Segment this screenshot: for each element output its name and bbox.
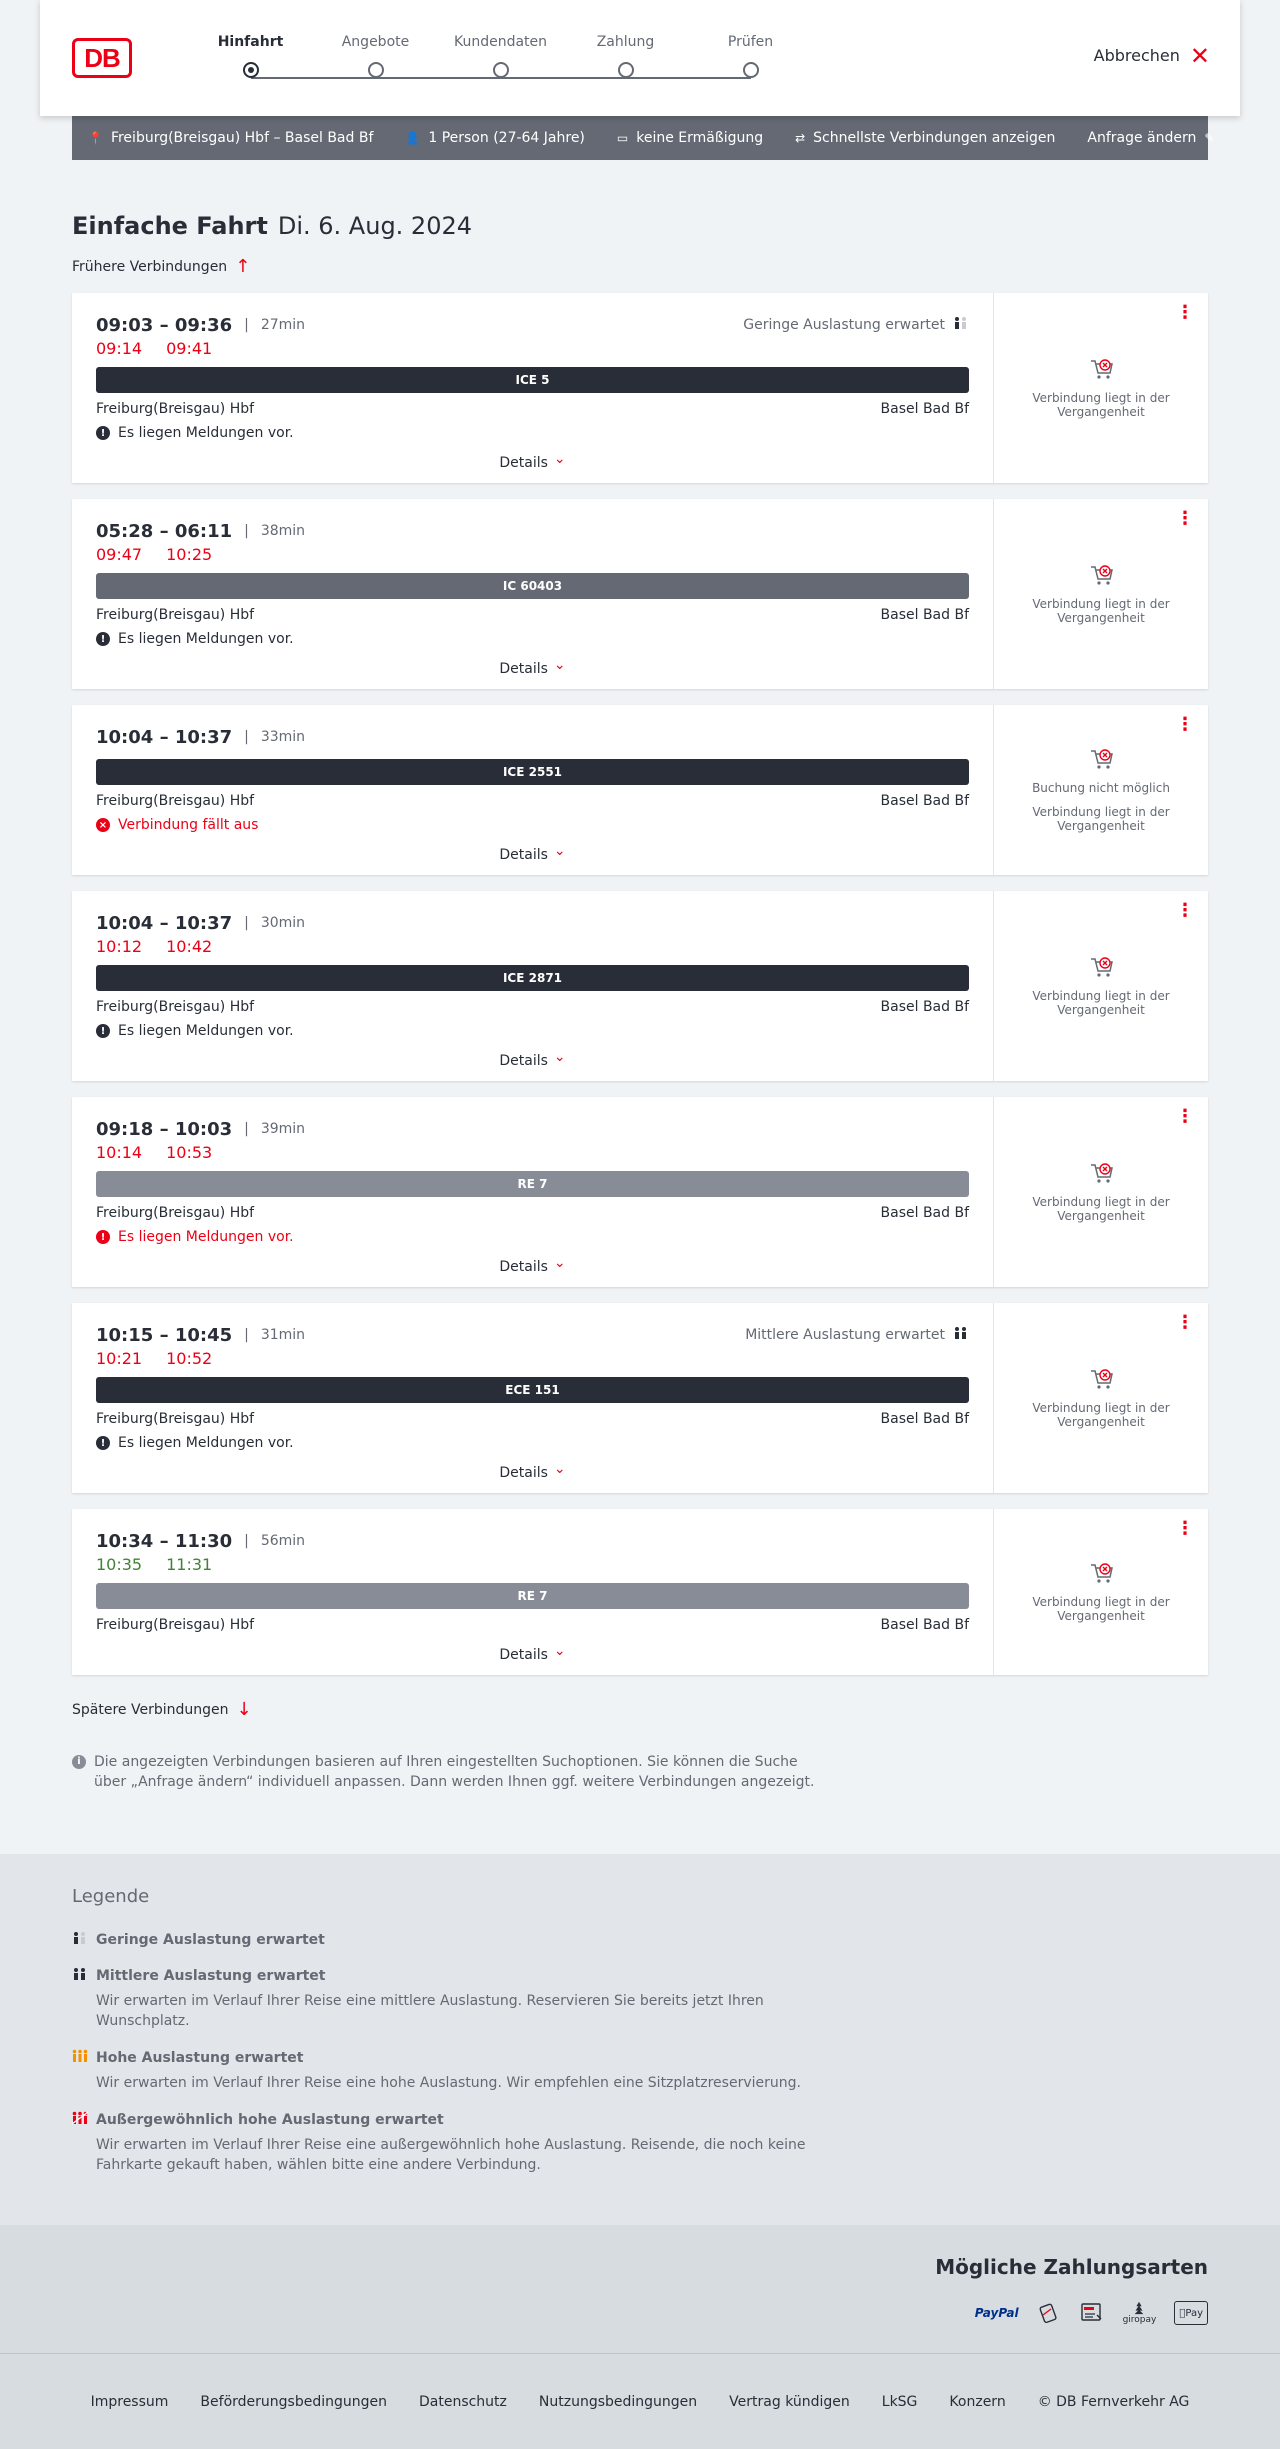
planned-times: 10:34 – 11:30 — [96, 1530, 233, 1552]
paypal-icon: PayPal — [974, 2306, 1019, 2320]
realtime-times — [96, 545, 969, 567]
arrow-down-icon: ↓ — [236, 1699, 252, 1720]
details-toggle[interactable] — [96, 1643, 969, 1663]
giropay-icon — [1123, 2301, 1157, 2325]
legend-section — [0, 1854, 1280, 2225]
footer-link[interactable]: Vertrag kündigen — [729, 2393, 850, 2410]
train-bar[interactable]: ICE 2871 — [96, 965, 969, 991]
past-connection-note: Verbindung liegt in der Vergangenheit — [1032, 1195, 1170, 1223]
past-connection-note: Verbindung liegt in der Vergangenheit — [1032, 989, 1170, 1017]
legend-description: Wir erwarten im Verlauf Ihrer Reise eine außergewöhnlich hohe Auslastung. Reisende, die noch keine Fahrkarte gekauft haben, wählen bitte eine andere Verbindung. — [96, 2137, 806, 2173]
connection-main[interactable] — [72, 499, 994, 689]
destination-station: Basel Bad Bf — [880, 401, 969, 417]
cart-unavailable-icon — [1089, 955, 1113, 979]
discount-label: keine Ermäßigung — [636, 130, 764, 146]
connection-card[interactable] — [72, 1097, 1208, 1287]
connection-main[interactable] — [72, 293, 994, 483]
stations-row — [96, 999, 969, 1015]
step-hinfahrt[interactable] — [188, 34, 313, 50]
earlier-connections-link[interactable] — [72, 256, 1208, 277]
apple-pay-icon — [1174, 2301, 1208, 2325]
trip-date: Di. 6. Aug. 2024 — [277, 212, 473, 240]
duration: 56min — [260, 1533, 306, 1549]
connection-card[interactable] — [72, 293, 1208, 483]
train-bar[interactable]: ECE 151 — [96, 1377, 969, 1403]
alert-icon: ! — [96, 632, 110, 646]
realtime-departure: 10:12 — [96, 937, 143, 956]
realtime-departure: 09:14 — [96, 339, 143, 358]
times-separator: | — [244, 1533, 249, 1549]
booking-panel — [994, 293, 1208, 483]
destination-station: Basel Bad Bf — [880, 607, 969, 623]
arrow-up-icon: ↑ — [235, 256, 251, 277]
connection-times-row — [96, 725, 969, 749]
details-toggle[interactable] — [96, 1255, 969, 1275]
details-label: Details — [499, 455, 548, 471]
travellers-label: 1 Person (27-64 Jahre) — [428, 130, 585, 146]
option-label: Schnellste Verbindungen anzeigen — [813, 130, 1056, 146]
step-dot — [243, 62, 259, 78]
chevron-down-icon: ⌄ — [553, 1643, 566, 1659]
realtime-times — [96, 339, 969, 361]
duration: 27min — [260, 317, 306, 333]
stations-row — [96, 1411, 969, 1427]
legend-item — [72, 2111, 1208, 2175]
occupancy-label: Geringe Auslastung erwartet — [743, 317, 945, 333]
stations-row — [96, 401, 969, 417]
page-title — [72, 212, 1208, 240]
payment-methods — [72, 2301, 1208, 2325]
earlier-label: Frühere Verbindungen — [72, 258, 228, 275]
load-low-icon — [953, 316, 969, 334]
summary-travellers[interactable] — [405, 130, 585, 146]
stations-row — [96, 1205, 969, 1221]
alert-icon: ! — [96, 426, 110, 440]
legend-head — [72, 1931, 1208, 1949]
apple-pay-label: Pay — [1185, 2307, 1203, 2319]
destination-station: Basel Bad Bf — [880, 999, 969, 1015]
train-bar[interactable]: RE 7 — [96, 1171, 969, 1197]
step-dot — [493, 62, 509, 78]
step-label: Angebote — [341, 34, 410, 50]
realtime-departure: 10:14 — [96, 1143, 143, 1162]
booking-panel — [994, 1097, 1208, 1287]
more-options-icon[interactable]: ⋮ — [1176, 1106, 1194, 1127]
times-separator: | — [244, 317, 249, 333]
load-low-icon — [72, 1931, 88, 1949]
connection-list — [72, 293, 1208, 1675]
cancel-icon: × — [96, 818, 110, 832]
load-extreme-icon — [72, 2111, 88, 2129]
more-options-icon[interactable]: ⋮ — [1176, 1312, 1194, 1333]
step-dot — [368, 62, 384, 78]
message-text: Es liegen Meldungen vor. — [118, 1435, 294, 1451]
connection-card[interactable] — [72, 705, 1208, 875]
times-separator: | — [244, 729, 249, 745]
footer-link[interactable]: Konzern — [949, 2393, 1006, 2410]
details-label: Details — [499, 1259, 548, 1275]
legend-label: Hohe Auslastung erwartet — [96, 2050, 304, 2066]
pencil-icon: ✎ — [1204, 131, 1215, 145]
connection-times-row — [96, 1529, 969, 1553]
booking-panel — [994, 499, 1208, 689]
alert-icon: ! — [96, 1024, 110, 1038]
payment-title: Mögliche Zahlungsarten — [935, 2255, 1208, 2279]
legend-description: Wir erwarten im Verlauf Ihrer Reise eine hohe Auslastung. Wir empfehlen eine Sitzplatzreservierung. — [96, 2075, 801, 2091]
connection-times-row — [96, 313, 969, 337]
times-separator: | — [244, 915, 249, 931]
past-connection-note: Verbindung liegt in der Vergangenheit — [1032, 1595, 1170, 1623]
train-bar[interactable]: ICE 2551 — [96, 759, 969, 785]
planned-times: 05:28 – 06:11 — [96, 520, 233, 542]
alert-icon: ! — [96, 1436, 110, 1450]
connection-card[interactable] — [72, 1303, 1208, 1493]
connection-message — [96, 1229, 969, 1245]
train-bar[interactable]: IC 60403 — [96, 573, 969, 599]
edit-request-button[interactable] — [1087, 130, 1214, 146]
booking-panel — [994, 1509, 1208, 1675]
info-text: Die angezeigten Verbindungen basieren auf Ihren eingestellten Suchoptionen. Sie können die Suche über „Anfrage ändern“ individuell anpassen. Dann werden Ihnen ggf. weitere Verbindungen angezeigt. — [94, 1754, 815, 1790]
connection-card[interactable] — [72, 1509, 1208, 1675]
connection-card[interactable] — [72, 891, 1208, 1081]
connection-message — [96, 1435, 969, 1451]
times-separator: | — [244, 1121, 249, 1137]
step-pruefen — [688, 34, 813, 50]
origin-station: Freiburg(Breisgau) Hbf — [96, 999, 255, 1015]
planned-times: 09:18 – 10:03 — [96, 1118, 233, 1140]
info-icon: i — [72, 1755, 86, 1769]
message-text: Es liegen Meldungen vor. — [118, 631, 294, 647]
more-options-icon[interactable]: ⋮ — [1176, 302, 1194, 323]
cart-unavailable-icon — [1089, 1161, 1113, 1185]
planned-times: 10:04 – 10:37 — [96, 912, 233, 934]
chevron-down-icon: ⌄ — [553, 843, 566, 859]
origin-station: Freiburg(Breisgau) Hbf — [96, 1411, 255, 1427]
realtime-arrival: 09:41 — [166, 339, 213, 358]
duration: 33min — [260, 729, 306, 745]
destination-station: Basel Bad Bf — [880, 1411, 969, 1427]
more-options-icon[interactable]: ⋮ — [1176, 508, 1194, 529]
past-connection-note: Verbindung liegt in der Vergangenheit — [1032, 1401, 1170, 1429]
alert-icon: ! — [96, 1230, 110, 1244]
details-toggle[interactable] — [96, 843, 969, 863]
destination-station: Basel Bad Bf — [880, 793, 969, 809]
load-medium-icon — [953, 1326, 969, 1344]
cart-unavailable-icon — [1089, 747, 1113, 771]
footer-link[interactable]: LkSG — [881, 2393, 918, 2410]
details-label: Details — [499, 661, 548, 677]
destination-station: Basel Bad Bf — [880, 1205, 969, 1221]
details-label: Details — [499, 1647, 548, 1663]
payment-section — [0, 2225, 1280, 2353]
legend-head — [72, 1967, 1208, 1985]
legend-label: Außergewöhnlich hohe Auslastung erwartet — [96, 2112, 444, 2128]
connection-main[interactable] — [72, 705, 994, 875]
duration: 31min — [260, 1327, 306, 1343]
swap-arrows-icon: ⇄ — [795, 131, 806, 145]
more-options-icon[interactable]: ⋮ — [1176, 1518, 1194, 1539]
close-icon: ✕ — [1189, 41, 1210, 70]
occupancy-indicator — [743, 316, 969, 334]
connection-main[interactable] — [72, 891, 994, 1081]
step-dot — [618, 62, 634, 78]
footer — [0, 2353, 1280, 2449]
connection-times-row — [96, 1117, 969, 1141]
step-label: Prüfen — [727, 34, 774, 50]
footer-link[interactable]: Impressum — [90, 2393, 169, 2410]
chevron-down-icon: ⌄ — [553, 657, 566, 673]
realtime-times — [96, 937, 969, 959]
occupancy-indicator — [745, 1326, 969, 1344]
legend-head — [72, 2049, 1208, 2067]
connection-main[interactable] — [72, 1097, 994, 1287]
occupancy-label: Mittlere Auslastung erwartet — [745, 1327, 945, 1343]
cart-unavailable-icon — [1089, 563, 1113, 587]
legend-item — [72, 2049, 1208, 2093]
stations-row — [96, 793, 969, 809]
times-separator: | — [244, 523, 249, 539]
origin-station: Freiburg(Breisgau) Hbf — [96, 793, 255, 809]
train-bar[interactable]: RE 7 — [96, 1583, 969, 1609]
connection-message — [96, 425, 969, 441]
realtime-arrival: 10:42 — [166, 937, 213, 956]
step-kundendaten — [438, 34, 563, 50]
realtime-arrival: 10:25 — [166, 545, 213, 564]
summary-option[interactable] — [795, 130, 1055, 146]
trip-type: Einfache Fahrt — [72, 212, 268, 240]
past-connection-note: Verbindung liegt in der Vergangenheit — [1032, 597, 1170, 625]
cart-unavailable-icon — [1089, 1367, 1113, 1391]
legend-list — [72, 1931, 1208, 2175]
realtime-spacer — [96, 749, 969, 753]
realtime-departure: 10:35 — [96, 1555, 143, 1574]
footer-link[interactable]: Datenschutz — [418, 2393, 507, 2410]
load-medium-icon — [72, 1967, 88, 1985]
load-high-icon — [72, 2049, 88, 2067]
legend-label: Geringe Auslastung erwartet — [96, 1932, 325, 1948]
details-label: Details — [499, 1465, 548, 1481]
legend-item — [72, 1967, 1208, 2031]
chevron-down-icon: ⌄ — [553, 451, 566, 467]
cart-unavailable-icon — [1089, 357, 1113, 381]
person-icon: 👤 — [405, 131, 421, 145]
details-label: Details — [499, 1053, 548, 1069]
footer-link: © DB Fernverkehr AG — [1037, 2393, 1190, 2410]
connection-message — [96, 631, 969, 647]
legend-head — [72, 2111, 1208, 2129]
later-connections-link[interactable] — [72, 1699, 1208, 1720]
step-label: Zahlung — [596, 34, 655, 50]
summary-route[interactable] — [88, 130, 373, 146]
duration: 30min — [260, 915, 306, 931]
legend-description: Wir erwarten im Verlauf Ihrer Reise eine mittlere Auslastung. Reservieren Sie bereits jetzt Ihren Wunschplatz. — [96, 1993, 764, 2029]
connection-times-row — [96, 519, 969, 543]
cancel-button[interactable] — [1093, 41, 1210, 70]
summary-discount[interactable] — [617, 130, 763, 146]
destination-station: Basel Bad Bf — [880, 1617, 969, 1633]
details-toggle[interactable] — [96, 1461, 969, 1481]
details-toggle[interactable] — [96, 1049, 969, 1069]
times-separator: | — [244, 1327, 249, 1343]
origin-station: Freiburg(Breisgau) Hbf — [96, 1617, 255, 1633]
step-label: Hinfahrt — [217, 34, 284, 50]
realtime-times — [96, 1349, 969, 1371]
connection-times-row — [96, 911, 969, 935]
booking-panel — [994, 1303, 1208, 1493]
legend-label: Mittlere Auslastung erwartet — [96, 1968, 326, 1984]
giropay-label: giropay — [1122, 2315, 1157, 2325]
message-text: Verbindung fällt aus — [118, 817, 259, 833]
cart-unavailable-icon — [1089, 1561, 1113, 1585]
bahncard-icon: ▭ — [616, 131, 629, 145]
details-toggle[interactable] — [96, 657, 969, 677]
cancel-label: Abbrechen — [1093, 46, 1180, 65]
connection-card[interactable] — [72, 499, 1208, 689]
planned-times: 10:04 – 10:37 — [96, 726, 233, 748]
origin-station: Freiburg(Breisgau) Hbf — [96, 1205, 255, 1221]
booking-status: Buchung nicht möglich — [1032, 781, 1170, 795]
details-toggle[interactable] — [96, 451, 969, 471]
connection-message — [96, 817, 969, 833]
step-label: Kundendaten — [453, 34, 548, 50]
booking-panel — [994, 891, 1208, 1081]
chevron-down-icon: ⌄ — [553, 1255, 566, 1271]
location-pin-icon: 📍 — [88, 131, 103, 145]
footer-link[interactable]: Beförderungsbedingungen — [200, 2393, 387, 2410]
planned-times: 09:03 – 09:36 — [96, 314, 233, 336]
legend-title: Legende — [72, 1886, 150, 1907]
more-options-icon[interactable]: ⋮ — [1176, 714, 1194, 735]
realtime-arrival: 10:52 — [166, 1349, 213, 1368]
connection-main[interactable] — [72, 1509, 994, 1675]
message-text: Es liegen Meldungen vor. — [118, 1229, 294, 1245]
step-zahlung — [563, 34, 688, 50]
edit-label: Anfrage ändern — [1087, 130, 1197, 146]
legend-item — [72, 1931, 1208, 1949]
origin-station: Freiburg(Breisgau) Hbf — [96, 607, 255, 623]
realtime-departure: 10:21 — [96, 1349, 143, 1368]
origin-station: Freiburg(Breisgau) Hbf — [96, 401, 255, 417]
connection-times-row — [96, 1323, 969, 1347]
chevron-down-icon: ⌄ — [553, 1049, 566, 1065]
more-options-icon[interactable]: ⋮ — [1176, 900, 1194, 921]
search-summary-bar — [72, 116, 1215, 160]
message-text: Es liegen Meldungen vor. — [118, 425, 294, 441]
realtime-arrival: 11:31 — [166, 1555, 213, 1574]
route-label: Freiburg(Breisgau) Hbf – Basel Bad Bf — [110, 130, 374, 146]
realtime-times — [96, 1555, 969, 1577]
db-logo[interactable]: DB — [72, 38, 132, 78]
train-bar[interactable]: ICE 5 — [96, 367, 969, 393]
footer-link[interactable]: Nutzungsbedingungen — [538, 2393, 698, 2410]
message-text: Es liegen Meldungen vor. — [118, 1023, 294, 1039]
booking-panel — [994, 705, 1208, 875]
progress-stepper — [180, 34, 780, 84]
connection-message — [96, 1023, 969, 1039]
details-label: Details — [499, 847, 548, 863]
planned-times: 10:15 – 10:45 — [96, 1324, 233, 1346]
realtime-times — [96, 1143, 969, 1165]
sepa-icon — [1079, 2301, 1105, 2325]
chevron-down-icon: ⌄ — [553, 1461, 566, 1477]
credit-card-icon — [1037, 2301, 1061, 2325]
duration: 39min — [260, 1121, 306, 1137]
later-label: Spätere Verbindungen — [72, 1701, 229, 1718]
step-angebote — [313, 34, 438, 50]
connection-main[interactable] — [72, 1303, 994, 1493]
past-connection-note: Verbindung liegt in der Vergangenheit — [1032, 805, 1170, 833]
info-note — [72, 1752, 832, 1792]
duration: 38min — [260, 523, 306, 539]
realtime-departure: 09:47 — [96, 545, 143, 564]
realtime-arrival: 10:53 — [166, 1143, 213, 1162]
past-connection-note: Verbindung liegt in der Vergangenheit — [1032, 391, 1170, 419]
header — [40, 0, 1240, 116]
stations-row — [96, 607, 969, 623]
step-dot — [743, 62, 759, 78]
stations-row — [96, 1617, 969, 1633]
